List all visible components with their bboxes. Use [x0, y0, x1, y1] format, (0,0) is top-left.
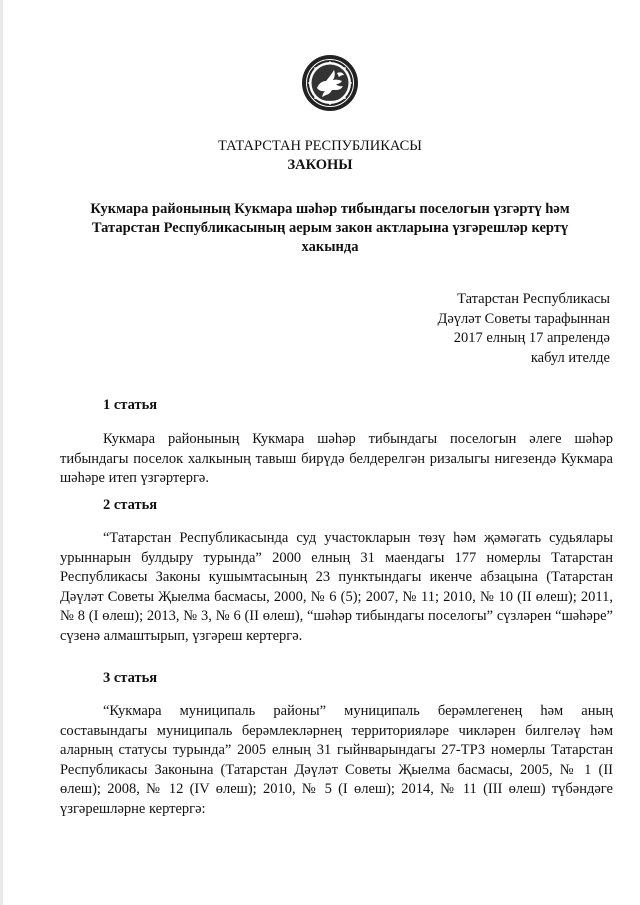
article-3-heading: 3 статья: [103, 670, 158, 686]
law-title-line-2: Татарстан Республикасының аерым закон актларына үзгәрешләр кертү: [91, 220, 569, 236]
adoption-note: [437, 290, 610, 368]
article-2-text: “Татарстан Республикасында суд участокларын төзү һәм җәмәгать судьялары урыннарын булдыру турында” 2000 елның 31 маендагы 177 номерлы Татарстан Республикасы Законы кушымтасының 23 пунктындагы икенче абзацына (Татарстан Дәүләт Советы Җыелма басмасы, 2000, № 6 (5); 2007, № 11; 2010, № 10 (II өлеш); 2011, № 8 (I өлеш); 2013, № 3, № 6 (II өлеш), “шәһәр тибындагы поселогы” сүзләрен “шәһәре” сүзенә алмаштырып, үзгәреш кертергә.: [60, 530, 613, 644]
law-title: [60, 200, 600, 257]
adoption-line-1: Татарстан Республикасы: [457, 291, 610, 307]
header-republic: ТАТАРСТАН РЕСПУБЛИКАСЫ: [218, 138, 422, 154]
law-title-line-3: хакында: [301, 239, 359, 255]
article-1-heading: 1 статья: [103, 397, 158, 413]
law-title-line-1: Кукмара районының Кукмара шәһәр тибындагы поселогын үзгәртү һәм: [90, 201, 570, 217]
tatarstan-emblem-icon: [300, 53, 360, 113]
article-1-text: Кукмара районының Кукмара шәһәр тибындагы поселогын әлеге шәһәр тибындагы поселок халкының тавыш бирүдә белдерелгән ризалыгы нигезендә Кукмара шәһәре итеп үзгәртергә.: [60, 431, 613, 487]
adoption-line-4: кабул ителде: [530, 349, 610, 366]
adoption-line-3: 2017 елның 17 апрелендә: [453, 330, 610, 346]
article-3-text: “Кукмара муниципаль районы” муниципаль берәмлегенең һәм аның составындагы муниципаль берәмлекләрнең территорияләре чикләрен билгеләү һәм аларның статусы турында” 2005 елның 31 гыйнварындагы 27-ТРЗ номерлы Татарстан Республикасы Законына (Татарстан Дәүләт Советы Җыелма басмасы, 2005, № 1 (II өлеш); 2008, № 12 (IV өлеш); 2010, № 5 (I өлеш); 2014, № 11 (III өлеш) түбәндәге үзгәрешләрне кертергә:: [60, 703, 613, 817]
adoption-line-2: Дәүләт Советы тарафыннан: [437, 310, 610, 327]
scan-edge: [0, 0, 3, 905]
article-2-heading: 2 статья: [103, 497, 158, 513]
header-law: ЗАКОНЫ: [287, 157, 353, 173]
